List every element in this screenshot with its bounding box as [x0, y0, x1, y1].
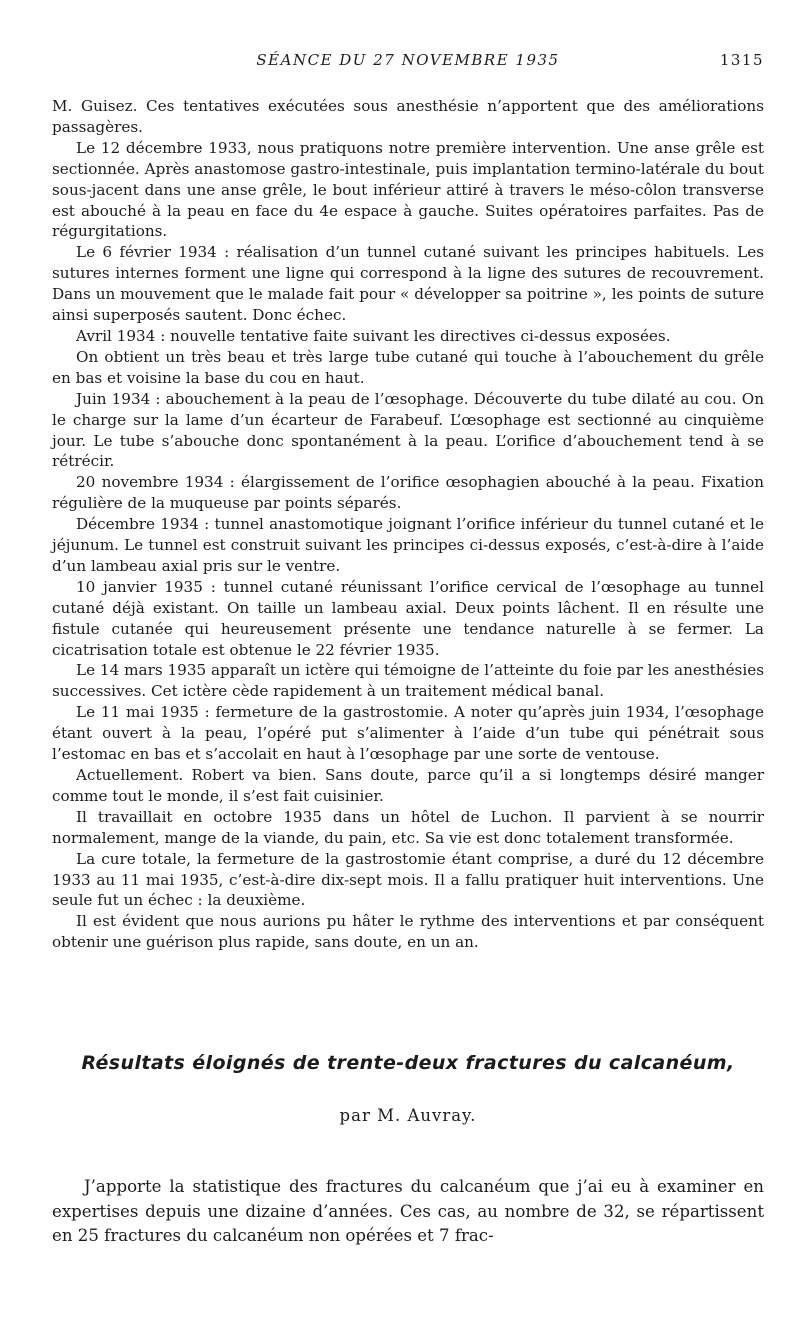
paragraph: J’apporte la statistique des fractures du calcanéum que j’ai eu à examiner en expertises depuis une dizaine d’années. Ces cas, au nombre de 32, se répartissent en 25 fractures du calcanéum non opérées et 7 frac-: [52, 1177, 764, 1245]
paragraph: Le 14 mars 1935 apparaît un ictère qui témoigne de l’atteinte du foie par les anesthésies successives. Cet ictère cède rapidement à un traitement médical banal.: [52, 661, 764, 701]
running-head: [52, 51, 764, 73]
paragraph: Il travaillait en octobre 1935 dans un hôtel de Luchon. Il parvient à se nourrir normalement, mange de la viande, du pain, etc. Sa vie est donc totalement transformée.: [52, 807, 764, 847]
running-title: SÉANCE DU 27 NOVEMBRE 1935: [256, 51, 560, 69]
paragraph: Le 12 décembre 1933, nous pratiquons notre première intervention. Une anse grêle est sectionnée. Après anastomose gastro-intestinale, puis implantation termino-latérale du bout sous-jacent dans une anse grêle, le bout inférieur attiré à travers le méso-côlon transverse est abouché à la peau en face du 4e espace à gauche. Suites opératoires parfaites. Pas de régurgitations.: [52, 138, 764, 241]
page-number: 1315: [719, 51, 764, 69]
paragraph: La cure totale, la fermeture de la gastrostomie étant comprise, a duré du 12 décembre 1933 au 11 mai 1935, c’est-à-dire dix-sept mois. Il a fallu pratiquer huit interventions. Une seule fut un échec : la deuxième.: [52, 849, 764, 910]
paragraph: 20 novembre 1934 : élargissement de l’orifice œsophagien abouché à la peau. Fixation régulière de la muqueuse par points séparés.: [52, 473, 764, 513]
paragraph: Avril 1934 : nouvelle tentative faite suivant les directives ci-dessus exposées.: [76, 326, 671, 345]
paragraph: Il est évident que nous aurions pu hâter le rythme des interventions et par conséquent obtenir une guérison plus rapide, sans doute, en un an.: [52, 912, 764, 952]
paragraph: Actuellement. Robert va bien. Sans doute, parce qu’il a si longtemps désiré manger comme tout le monde, il s’est fait cuisinier.: [52, 766, 764, 805]
paragraph: Juin 1934 : abouchement à la peau de l’œsophage. Découverte du tube dilaté au cou. On le charge sur la lame d’un écarteur de Farabeuf. L’œsophage est sectionné au cinquième jour. Le tube s’abouche donc spontanément à la peau. L’orifice d’abouchement tend à se rétrécir.: [52, 389, 764, 471]
paragraph: Le 11 mai 1935 : fermeture de la gastrostomie. A noter qu’après juin 1934, l’œsophage étant ouvert à la peau, l’opéré put s’alimenter à l’aide d’un tube qui pénétrait sous l’estomac en bas et s’accolait en haut à l’œsophage par une sorte de ventouse.: [52, 703, 764, 764]
article-intro: [52, 1175, 764, 1249]
paragraph: On obtient un très beau et très large tube cutané qui touche à l’abouchement du grêle en bas et voisine la base du cou en haut.: [52, 347, 764, 387]
paragraph: M. Guisez. Ces tentatives exécutées sous anesthésie n’apportent que des améliorations passagères.: [52, 97, 764, 136]
article-title: Résultats éloignés de trente-deux fractures du calcanéum,: [81, 1052, 735, 1074]
article-byline: par M. Auvray.: [339, 1106, 477, 1125]
body-text: [52, 96, 764, 953]
paragraph: Décembre 1934 : tunnel anastomotique joignant l’orifice inférieur du tunnel cutané et le jéjunum. Le tunnel est construit suivant les principes ci-dessus exposés, c’est-à-dire à l’aide d’un lambeau axial pris sur le ventre.: [52, 515, 764, 575]
paragraph: 10 janvier 1935 : tunnel cutané réunissant l’orifice cervical de l’œsophage au tunnel cutané déjà existant. On taille un lambeau axial. Deux points lâchent. Il en résulte une fistule cutanée qui heureusement présente une tendance naturelle à se fermer. La cicatrisation totale est obtenue le 22 février 1935.: [52, 577, 764, 659]
paragraph: Le 6 février 1934 : réalisation d’un tunnel cutané suivant les principes habituels. Les sutures internes forment une ligne qui correspond à la ligne des sutures de recouvrement. Dans un mouvement que le malade fait pour « développer sa poitrine », les points de suture ainsi superposés sautent. Donc échec.: [52, 243, 764, 325]
